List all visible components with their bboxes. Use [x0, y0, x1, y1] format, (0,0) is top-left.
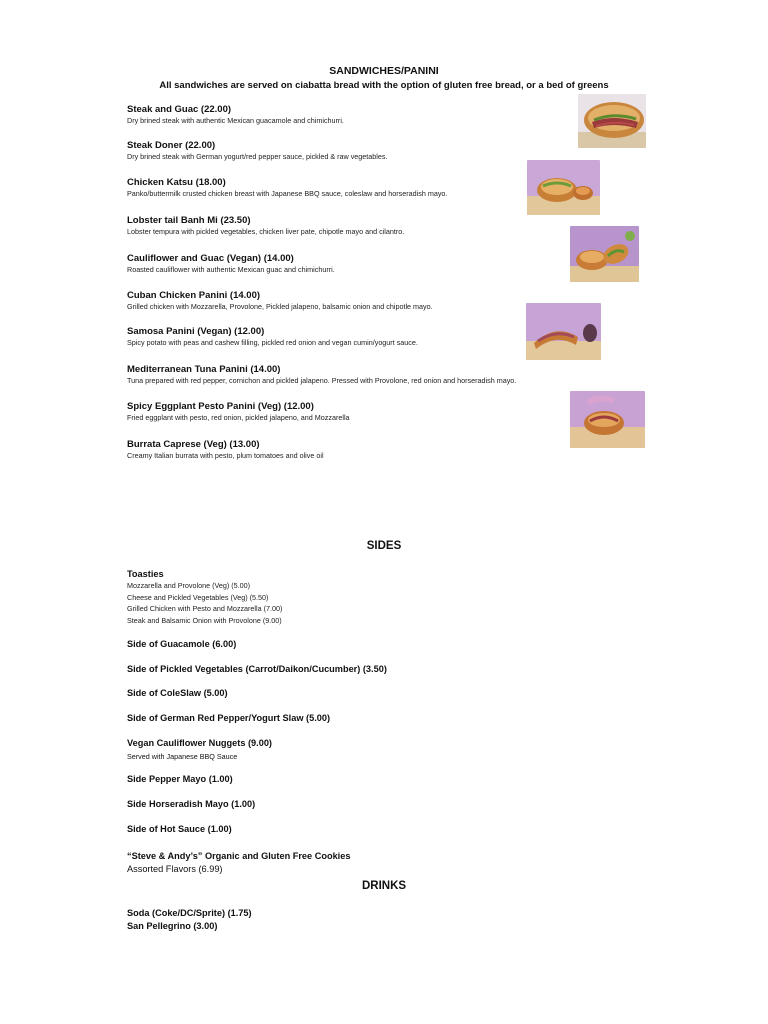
menu-item-cuban-chicken-panini [127, 290, 567, 312]
cookies-title: “Steve & Andy’s” Organic and Gluten Free Cookies [127, 851, 351, 861]
menu-item-steak-doner [127, 140, 567, 162]
drink-soda: Soda (Coke/DC/Sprite) (1.75) [127, 908, 252, 918]
nuggets-description: Served with Japanese BBQ Sauce [127, 752, 238, 761]
item-title: Steak and Guac (22.00) [127, 104, 232, 115]
menu-item-chicken-katsu [127, 177, 567, 199]
sides-title: SIDES [366, 540, 402, 552]
side-guacamole: Side of Guacamole (6.00) [127, 639, 237, 649]
side-german-slaw: Side of German Red Pepper/Yogurt Slaw (5.00) [127, 713, 331, 723]
samosa-panini-photo [526, 303, 601, 360]
item-title: Spicy Eggplant Pesto Panini (Veg) (12.00) [127, 401, 314, 412]
menu-item-samosa-panini [127, 326, 567, 348]
item-description: Tuna prepared with red pepper, cornichon and pickled jalapeno. Pressed with Provolone, red onion and horseradish mayo. [127, 376, 517, 385]
sandwiches-subtitle: All sandwiches are served on ciabatta bread with the option of gluten free bread, or a bed of greens [159, 80, 609, 91]
toasties-list [127, 580, 282, 626]
item-description: Roasted cauliflower with authentic Mexican guac and chimichurri. [127, 265, 335, 274]
list-item: Steak and Balsamic Onion with Provolone (9.00) [127, 615, 282, 625]
side-cauliflower-nuggets: Vegan Cauliflower Nuggets (9.00) [127, 738, 272, 748]
sandwiches-title: SANDWICHES/PANINI [329, 65, 439, 77]
cookies-description: Assorted Flavors (6.99) [127, 864, 223, 874]
item-description: Fried eggplant with pesto, red onion, pickled jalapeno, and Mozzarella [127, 413, 350, 422]
menu-item-lobster-banh-mi [127, 215, 567, 237]
side-horseradish-mayo: Side Horseradish Mayo (1.00) [127, 799, 256, 809]
menu-item-cauliflower-guac [127, 253, 567, 275]
item-description: Dry brined steak with authentic Mexican guacamole and chimichurri. [127, 116, 344, 125]
list-item: Grilled Chicken with Pesto and Mozzarella (7.00) [127, 604, 283, 614]
item-title: Mediterranean Tuna Panini (14.00) [127, 364, 281, 375]
item-description: Grilled chicken with Mozzarella, Provolone, Pickled jalapeno, balsamic onion and chipotle mayo. [127, 302, 433, 311]
chicken-katsu-photo [527, 160, 600, 215]
item-title: Steak Doner (22.00) [127, 140, 216, 151]
menu-item-spicy-eggplant-panini [127, 401, 567, 423]
item-title: Chicken Katsu (18.00) [127, 177, 226, 188]
list-item: Cheese and Pickled Vegetables (Veg) (5.50) [127, 592, 269, 602]
item-title: Samosa Panini (Vegan) (12.00) [127, 326, 265, 337]
drink-san-pellegrino: San Pellegrino (3.00) [127, 921, 218, 931]
item-description: Lobster tempura with pickled vegetables, chicken liver pate, chipotle mayo and cilantro. [127, 227, 405, 236]
menu-item-burrata-caprese [127, 439, 567, 461]
item-title: Burrata Caprese (Veg) (13.00) [127, 439, 260, 450]
list-item: Mozzarella and Provolone (Veg) (5.00) [127, 581, 251, 590]
item-title: Cauliflower and Guac (Vegan) (14.00) [127, 253, 294, 264]
item-description: Panko/buttermilk crusted chicken breast with Japanese BBQ sauce, coleslaw and horseradish mayo. [127, 189, 448, 198]
steak-sandwich-photo [578, 94, 646, 148]
side-coleslaw: Side of ColeSlaw (5.00) [127, 688, 228, 698]
menu-item-steak-and-guac [127, 104, 567, 126]
toasties-title: Toasties [127, 569, 164, 579]
item-description: Dry brined steak with German yogurt/red pepper sauce, pickled & raw vegetables. [127, 152, 388, 161]
eggplant-panini-photo [570, 391, 645, 448]
item-description: Spicy potato with peas and cashew filling, pickled red onion and vegan cumin/yogurt sauce. [127, 338, 418, 347]
menu-item-mediterranean-tuna-panini [127, 364, 567, 386]
side-pickled-vegetables: Side of Pickled Vegetables (Carrot/Daikon/Cucumber) (3.50) [127, 664, 387, 674]
item-title: Cuban Chicken Panini (14.00) [127, 290, 261, 301]
item-description: Creamy Italian burrata with pesto, plum tomatoes and olive oil [127, 451, 324, 460]
side-pepper-mayo: Side Pepper Mayo (1.00) [127, 774, 233, 784]
lobster-banh-mi-photo [570, 226, 639, 282]
drinks-title: DRINKS [361, 880, 407, 892]
side-hot-sauce: Side of Hot Sauce (1.00) [127, 824, 232, 834]
item-title: Lobster tail Banh Mi (23.50) [127, 215, 251, 226]
